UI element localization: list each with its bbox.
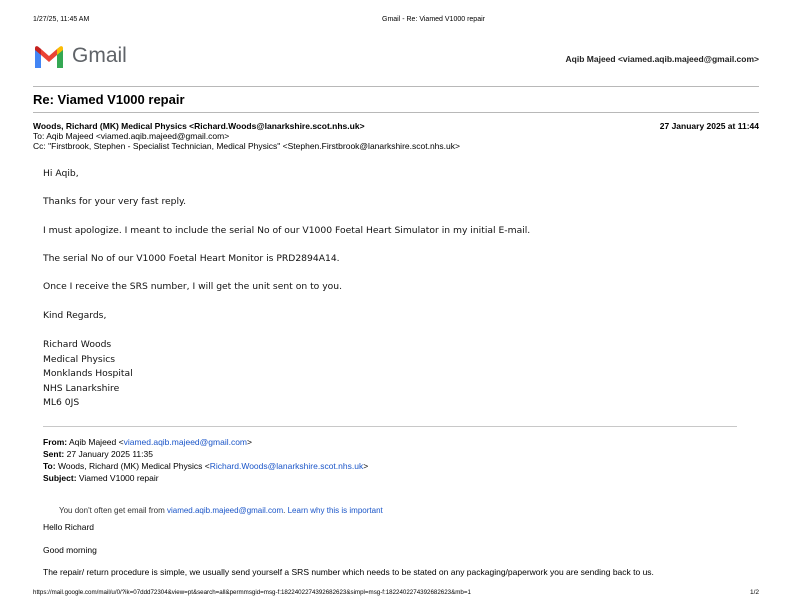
quoted-to-label: To:	[43, 461, 56, 471]
quoted-subject-label: Subject:	[43, 473, 77, 483]
message-from: Woods, Richard (MK) Medical Physics <Richard.Woods@lanarkshire.scot.nhs.uk>	[33, 121, 365, 131]
quoted-subject-value: Viamed V1000 repair	[78, 473, 159, 483]
body-line: Kind Regards,	[43, 310, 107, 321]
external-sender-warning	[59, 506, 383, 515]
signature-line: Richard Woods	[43, 339, 112, 350]
divider	[33, 112, 759, 113]
divider	[33, 86, 759, 87]
signature-line: NHS Lanarkshire	[43, 382, 120, 394]
quoted-to-name: Woods, Richard (MK) Medical Physics <	[57, 461, 210, 471]
signature-line: Monklands Hospital	[43, 368, 133, 379]
quoted-sent-label: Sent:	[43, 449, 65, 459]
signature	[43, 338, 133, 411]
warning-suffix: .	[283, 506, 288, 515]
body-line: Thanks for your very fast reply.	[43, 196, 187, 207]
print-url: https://mail.google.com/mail/u/0/?ik=07ddd72304&view=pt&search=all&permmsgid=msg-f:1822402274392682623&simpl=msg-f:1822402274392682623&mb=1	[33, 589, 471, 596]
quoted-line: The repair/ return procedure is simple, we usually send yourself a SRS number which needs to be stated on any packaging/paperwork you are sending back to us.	[43, 567, 654, 577]
warning-prefix: You don't often get email from	[59, 506, 167, 515]
message-cc: Cc: "Firstbrook, Stephen - Specialist Technician, Medical Physics" <Stephen.Firstbrook@lanarkshire.scot.nhs.uk>	[33, 141, 460, 151]
quoted-sent-value: 27 January 2025 11:35	[66, 449, 153, 459]
message-date: 27 January 2025 at 11:44	[659, 121, 759, 131]
quoted-header	[43, 436, 368, 484]
quoted-from-label: From:	[43, 437, 68, 447]
print-datetime: 1/27/25, 11:45 AM	[33, 16, 90, 23]
body-line: I must apologize. I meant to include the serial No of our V1000 Foetal Heart Simulator in my initial E-mail.	[43, 225, 531, 236]
quoted-to-email-link[interactable]: Richard.Woods@lanarkshire.scot.nhs.uk	[209, 461, 364, 471]
warning-email-link[interactable]: viamed.aqib.majeed@gmail.com	[166, 506, 284, 515]
account-email: Aqib Majeed <viamed.aqib.majeed@gmail.com>	[565, 54, 759, 64]
body-line: Hi Aqib,	[43, 168, 79, 179]
quoted-from-name: Aqib Majeed <	[69, 437, 124, 447]
quoted-line: Good morning	[43, 545, 97, 555]
page-number: 1/2	[749, 589, 759, 596]
body-line: The serial No of our V1000 Foetal Heart Monitor is PRD2894A14.	[43, 253, 340, 264]
signature-line: ML6 0JS	[43, 397, 80, 408]
learn-why-link[interactable]: Learn why this is important	[287, 506, 383, 515]
gmail-logo-icon	[33, 44, 65, 70]
body-line: Once I receive the SRS number, I will get the unit sent on to you.	[43, 281, 343, 292]
gmail-wordmark: Gmail	[72, 44, 127, 67]
quote-divider	[43, 426, 737, 427]
quoted-greeting: Hello Richard	[43, 522, 95, 532]
quoted-to-close: >	[363, 461, 369, 471]
print-title: Gmail - Re: Viamed V1000 repair	[382, 16, 485, 23]
signature-line: Medical Physics	[43, 353, 116, 365]
quoted-from-email-link[interactable]: viamed.aqib.majeed@gmail.com	[123, 437, 248, 447]
thread-subject: Re: Viamed V1000 repair	[33, 92, 185, 107]
quoted-from-close: >	[247, 437, 252, 447]
message-to: To: Aqib Majeed <viamed.aqib.majeed@gmail.com>	[33, 131, 230, 141]
